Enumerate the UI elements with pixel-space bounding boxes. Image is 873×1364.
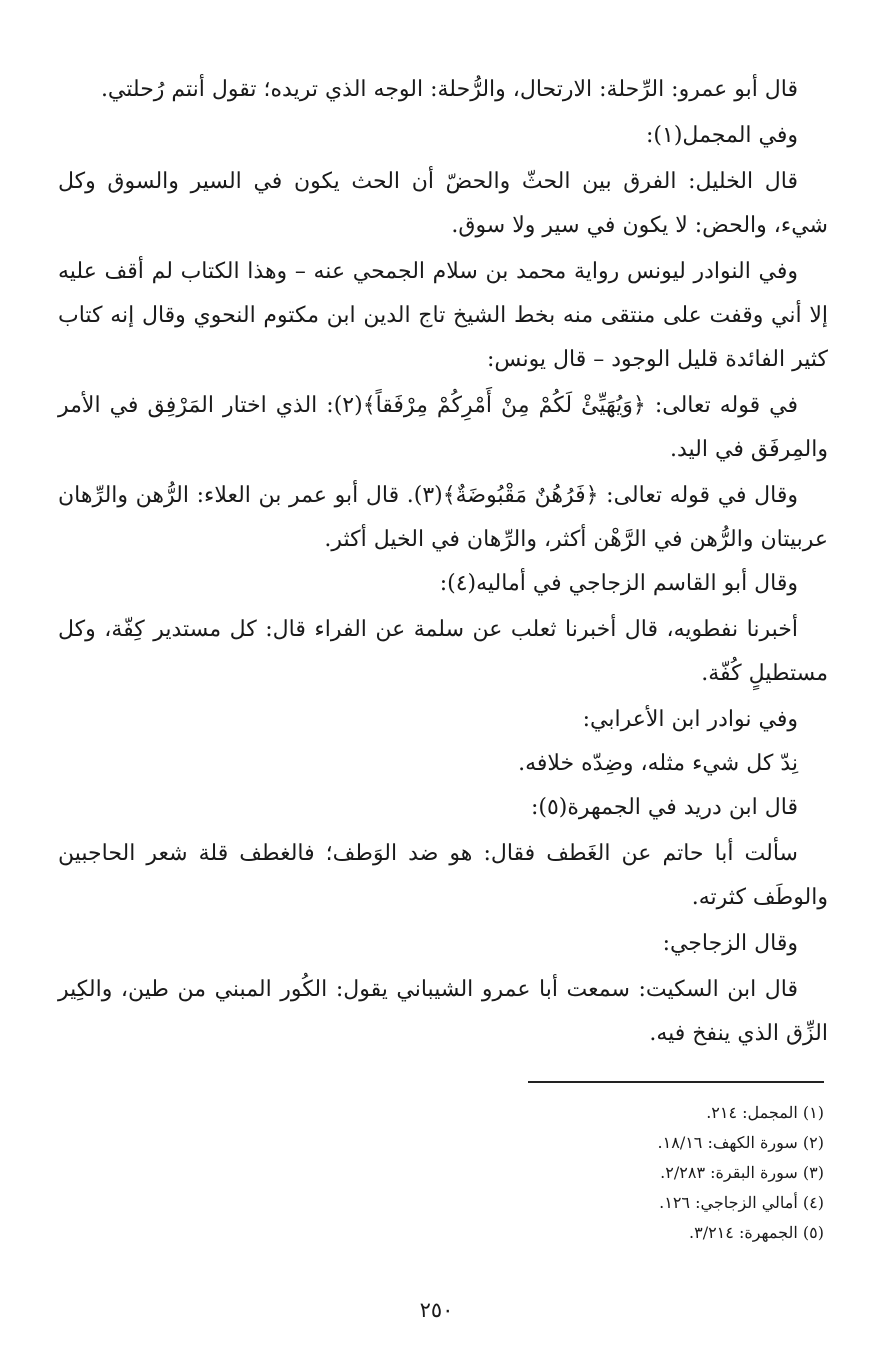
paragraph: وقال الزجاجي: [662, 931, 798, 956]
footnote: (٤) أمالي الزجاجي: ١٢٦. [659, 1193, 824, 1212]
paragraph: وفي المجمل(١): [646, 123, 798, 148]
footnote-divider [528, 1081, 824, 1083]
footnote: (٢) سورة الكهف: ١٨/١٦. [657, 1133, 824, 1152]
paragraph: في قوله تعالى: ﴿وَيُهَيِّئْ لَكُمْ مِنْ أَمْرِكُمْ مِرْفَقاً﴾(٢): الذي اختار المَرْفِق في الأمر والمِرفَق في اليد. [58, 393, 828, 462]
main-text [58, 68, 828, 1056]
paragraph: أخبرنا نفطويه، قال أخبرنا ثعلب عن سلمة عن الفراء قال: كل مستدير كِفّة، وكل مستطيلٍ كُفّة. [58, 617, 828, 686]
paragraph: نِدّ كل شيء مثله، وضِدّه خلافه. [518, 751, 798, 776]
footnote: (١) المجمل: ٢١٤. [706, 1103, 824, 1122]
footnote: (٥) الجمهرة: ٣/٢١٤. [689, 1223, 824, 1242]
paragraph: قال ابن دريد في الجمهرة(٥): [530, 795, 798, 820]
page-number: ٢٥٠ [419, 1298, 454, 1322]
paragraph: قال الخليل: الفرق بين الحثّ والحضّ أن الحث يكون في السير والسوق وكل شيء، والحض: لا يكون في سير ولا سوق. [58, 169, 828, 238]
footnotes [420, 1098, 824, 1248]
paragraph: سألت أبا حاتم عن الغَطف فقال: هو ضد الوَطف؛ فالغطف قلة شعر الحاجبين والوطَف كثرته. [58, 841, 828, 910]
paragraph: وفي النوادر ليونس رواية محمد بن سلام الجمحي عنه – وهذا الكتاب لم أقف عليه إلا أني وقفت على منتقى منه بخط الشيخ تاج الدين ابن مكتوم النحوي وقال إنه كتاب كثير الفائدة قليل الوجود – قال يونس: [58, 259, 828, 372]
paragraph: وقال في قوله تعالى: ﴿فَرُهُنٌ مَقْبُوضَةٌ﴾(٣). قال أبو عمر بن العلاء: الرُّهن والرِّهان عربيتان والرُّهن في الرَّهْن أكثر، والرِّهان في الخيل أكثر. [58, 483, 828, 552]
paragraph: قال أبو عمرو: الرِّحلة: الارتحال، والرُّحلة: الوجه الذي تريده؛ تقول أنتم رُحلتي. [100, 77, 798, 102]
paragraph: وقال أبو القاسم الزجاجي في أماليه(٤): [439, 571, 798, 596]
footnote: (٣) سورة البقرة: ٢/٢٨٣. [660, 1163, 824, 1182]
paragraph: وفي نوادر ابن الأعرابي: [582, 707, 798, 732]
paragraph: قال ابن السكيت: سمعت أبا عمرو الشيباني يقول: الكُور المبني من طين، والكِير الزِّق الذي ينفخ فيه. [58, 977, 828, 1046]
